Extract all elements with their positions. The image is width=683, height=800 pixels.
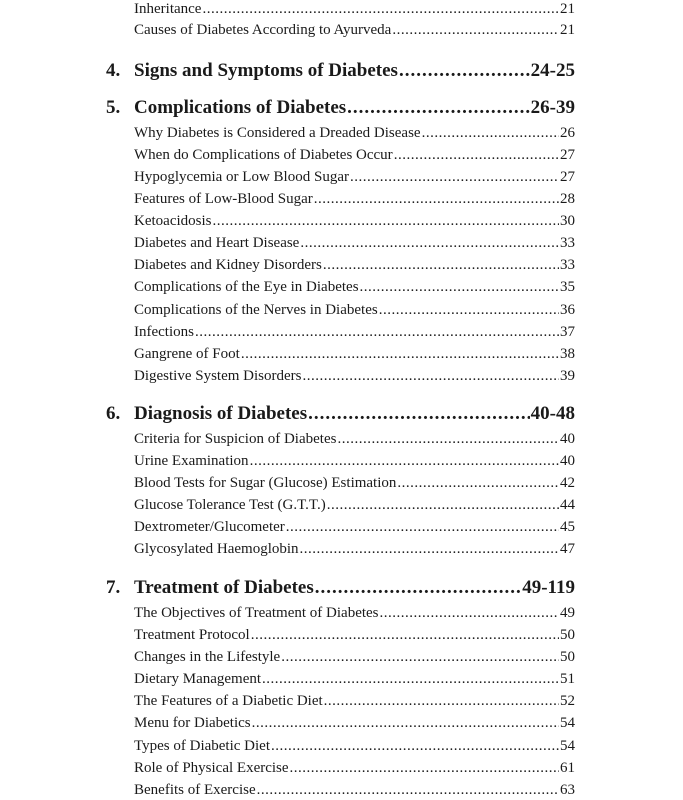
toc-entry <box>134 669 575 689</box>
toc-entry-title: Types of Diabetic Diet <box>134 738 270 754</box>
toc-entry-page: 37 <box>560 324 575 340</box>
dot-leader <box>422 123 559 143</box>
chapter-page-range: 26-39 <box>530 97 575 118</box>
toc-entry <box>134 780 575 800</box>
toc-entry-page: 40 <box>560 431 575 447</box>
dot-leader <box>360 277 559 297</box>
dot-leader <box>347 96 530 120</box>
toc-entry-title: Complications of the Eye in Diabetes <box>134 279 359 295</box>
toc-entry <box>134 473 575 493</box>
dot-leader <box>300 233 559 253</box>
toc-entry <box>134 233 575 253</box>
toc-entry-page: 33 <box>560 235 575 251</box>
toc-entry-title: Infections <box>134 324 194 340</box>
dot-leader <box>308 402 530 426</box>
toc-entry-title: Treatment Protocol <box>134 627 250 643</box>
toc-entry-title: Inheritance <box>134 1 202 17</box>
toc-entry-title: Blood Tests for Sugar (Glucose) Estimation <box>134 475 397 491</box>
toc-entry-title: Glucose Tolerance Test (G.T.T.) <box>134 497 326 513</box>
chapter-entry <box>106 402 575 426</box>
dot-leader <box>323 255 559 275</box>
dot-leader <box>241 344 559 364</box>
toc-entry-page: 51 <box>560 671 575 687</box>
chapter-number: 6. <box>106 403 121 424</box>
chapter-entry <box>106 59 575 83</box>
chapter-number: 7. <box>106 577 121 598</box>
toc-entry <box>134 495 575 515</box>
toc-entry-page: 44 <box>560 497 575 513</box>
dot-leader <box>315 576 521 600</box>
toc-entry-title: Features of Low-Blood Sugar <box>134 191 313 207</box>
toc-entry-title: Causes of Diabetes According to Ayurveda <box>134 22 392 38</box>
dot-leader <box>252 713 559 733</box>
toc-entry <box>134 20 575 40</box>
toc-entry-page: 33 <box>560 257 575 273</box>
toc-entry <box>134 647 575 667</box>
dot-leader <box>250 451 559 471</box>
toc-entry <box>134 344 575 364</box>
toc-entry-title: Diabetes and Heart Disease <box>134 235 300 251</box>
toc-entry-title: Digestive System Disorders <box>134 368 302 384</box>
dot-leader <box>394 145 559 165</box>
chapter-page-range: 24-25 <box>530 60 575 81</box>
chapter-number: 4. <box>106 60 121 81</box>
dot-leader <box>251 625 559 645</box>
toc-entry-title: Dietary Management <box>134 671 262 687</box>
toc-entry <box>134 211 575 231</box>
chapter-title: Diagnosis of Diabetes <box>134 403 308 424</box>
dot-leader <box>257 780 559 800</box>
toc-entry-title: When do Complications of Diabetes Occur <box>134 147 393 163</box>
toc-entry <box>134 189 575 209</box>
toc-entry <box>134 691 575 711</box>
dot-leader <box>399 59 530 83</box>
dot-leader <box>350 167 559 187</box>
toc-entry-page: 27 <box>560 169 575 185</box>
toc-entry-page: 42 <box>560 475 575 491</box>
toc-entry-page: 36 <box>560 302 575 318</box>
toc-entry-title: Role of Physical Exercise <box>134 760 289 776</box>
toc-entry-page: 40 <box>560 453 575 469</box>
toc-entry <box>134 167 575 187</box>
toc-entry-page: 21 <box>560 22 575 38</box>
dot-leader <box>290 758 559 778</box>
toc-entry <box>134 145 575 165</box>
dot-leader <box>327 495 559 515</box>
dot-leader <box>314 189 559 209</box>
toc-entry-page: 35 <box>560 279 575 295</box>
toc-entry-title: The Objectives of Treatment of Diabetes <box>134 605 379 621</box>
toc-entry <box>134 300 575 320</box>
chapter-entry <box>106 576 575 600</box>
chapter-page-range: 49-119 <box>522 577 575 598</box>
toc-entry-title: Why Diabetes is Considered a Dreaded Disease <box>134 125 421 141</box>
toc-entry-title: Urine Examination <box>134 453 249 469</box>
toc-entry <box>134 429 575 449</box>
toc-entry <box>134 539 575 559</box>
toc-entry-title: Menu for Diabetics <box>134 715 251 731</box>
toc-entry-title: Diabetes and Kidney Disorders <box>134 257 322 273</box>
dot-leader <box>286 517 559 537</box>
toc-entry-page: 50 <box>560 627 575 643</box>
dot-leader <box>337 429 559 449</box>
toc-entry <box>134 123 575 143</box>
toc-entry <box>134 255 575 275</box>
toc-entry-title: The Features of a Diabetic Diet <box>134 693 323 709</box>
toc-entry <box>134 713 575 733</box>
toc-entry <box>134 517 575 537</box>
toc-entry <box>134 625 575 645</box>
toc-entry-page: 47 <box>560 541 575 557</box>
toc-entry <box>134 366 575 386</box>
toc-entry-title: Glycosylated Haemoglobin <box>134 541 299 557</box>
toc-entry-title: Hypoglycemia or Low Blood Sugar <box>134 169 349 185</box>
chapter-title: Signs and Symptoms of Diabetes <box>134 60 398 81</box>
toc-entry-page: 26 <box>560 125 575 141</box>
toc-entry-page: 38 <box>560 346 575 362</box>
toc-entry <box>134 322 575 342</box>
toc-entry-page: 61 <box>560 760 575 776</box>
toc-entry <box>134 758 575 778</box>
toc-entry-page: 50 <box>560 649 575 665</box>
dot-leader <box>379 300 559 320</box>
toc-entry-title: Gangrene of Foot <box>134 346 240 362</box>
dot-leader <box>324 691 559 711</box>
chapter-title: Complications of Diabetes <box>134 97 347 118</box>
dot-leader <box>397 473 559 493</box>
toc-entry-page: 54 <box>560 738 575 754</box>
toc-entry-title: Changes in the Lifestyle <box>134 649 281 665</box>
toc-entry-page: 39 <box>560 368 575 384</box>
toc-entry-page: 63 <box>560 782 575 798</box>
toc-entry-page: 52 <box>560 693 575 709</box>
toc-entry-page: 21 <box>560 1 575 17</box>
chapter-page-range: 40-48 <box>530 403 575 424</box>
toc-entry-title: Complications of the Nerves in Diabetes <box>134 302 378 318</box>
dot-leader <box>271 736 559 756</box>
chapter-entry <box>106 96 575 120</box>
dot-leader <box>281 647 559 667</box>
dot-leader <box>262 669 559 689</box>
dot-leader <box>302 366 559 386</box>
dot-leader <box>392 20 559 40</box>
dot-leader <box>300 539 559 559</box>
toc-entry-title: Criteria for Suspicion of Diabetes <box>134 431 337 447</box>
toc-entry-page: 45 <box>560 519 575 535</box>
toc-entry-page: 54 <box>560 715 575 731</box>
chapter-title: Treatment of Diabetes <box>134 577 314 598</box>
toc-entry-page: 27 <box>560 147 575 163</box>
toc-entry-page: 49 <box>560 605 575 621</box>
dot-leader <box>380 603 559 623</box>
toc-entry-title: Ketoacidosis <box>134 213 212 229</box>
toc-entry-title: Dextrometer/Glucometer <box>134 519 285 535</box>
toc-entry-page: 30 <box>560 213 575 229</box>
chapter-number: 5. <box>106 97 121 118</box>
dot-leader <box>195 322 559 342</box>
toc-entry <box>134 451 575 471</box>
toc-entry <box>134 277 575 297</box>
dot-leader <box>212 211 559 231</box>
toc-entry-title: Benefits of Exercise <box>134 782 256 798</box>
toc-entry <box>134 0 575 19</box>
toc-entry <box>134 736 575 756</box>
toc-entry-page: 28 <box>560 191 575 207</box>
dot-leader <box>202 0 559 19</box>
toc-entry <box>134 603 575 623</box>
